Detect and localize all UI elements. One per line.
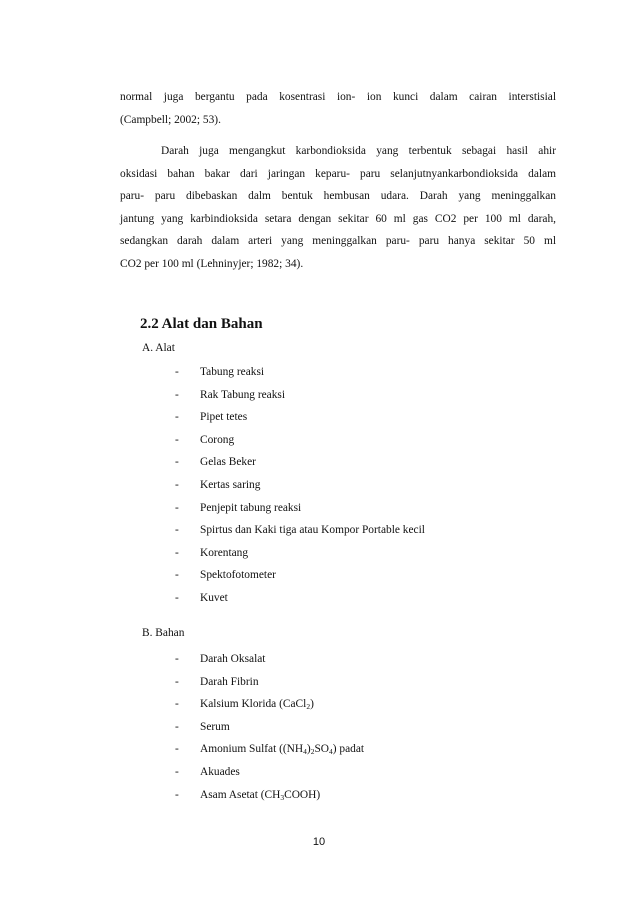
bullet-dash: - (175, 743, 179, 756)
paragraph-2-line: jantung yang karbindioksida setara dengan sekitar 60 ml gas CO2 per 100 ml darah, (120, 212, 556, 225)
paragraph-2 (120, 140, 556, 275)
alat-item-label: Penjepit tabung reaksi (200, 501, 302, 514)
subheading-alat: A. Alat (142, 342, 175, 354)
bahan-list-item (175, 716, 364, 739)
bahan-item-label: Kalsium Klorida (CaCl$_2$) (200, 698, 314, 712)
subheading-bahan: B. Bahan (142, 627, 185, 639)
alat-item-label: Tabung reaksi (200, 366, 265, 378)
bahan-list-item (175, 784, 364, 807)
bullet-dash: - (175, 524, 179, 537)
page-number: 10 (312, 836, 326, 848)
section-heading: 2.2 Alat dan Bahan (140, 316, 263, 332)
bahan-list-item (175, 761, 364, 784)
bahan-list-item (175, 738, 364, 761)
alat-item-label: Kuvet (200, 591, 228, 604)
bullet-dash: - (175, 653, 179, 665)
bullet-dash: - (175, 411, 179, 424)
alat-item-label: Kertas saring (200, 478, 261, 491)
alat-list-item (175, 474, 425, 497)
paragraph-1-line: normal juga bergantu pada kosentrasi ion- ion kunci dalam cairan interstisial (120, 91, 556, 103)
alat-list (175, 361, 425, 610)
bahan-item-label: Akuades (200, 765, 240, 778)
paragraph-2-line: paru- paru dibebaskan dalm bentuk hembusan udara. Darah yang meninggalkan (120, 190, 556, 202)
alat-item-label: Rak Tabung reaksi (200, 388, 286, 401)
alat-list-item (175, 542, 425, 565)
bahan-list-item (175, 693, 364, 716)
bullet-dash: - (175, 788, 179, 801)
paragraph-2-line: sedangkan darah dalam arteri yang meninggalkan paru- paru hanya sekitar 50 ml (120, 235, 556, 247)
bullet-dash: - (175, 698, 179, 711)
bullet-dash: - (175, 366, 179, 378)
paragraph-1-line: (Campbell; 2002; 53). (120, 113, 221, 126)
bahan-item-label: Darah Fibrin (200, 675, 259, 688)
alat-item-label: Korentang (200, 546, 249, 559)
bahan-list-item (175, 648, 364, 671)
alat-list-item (175, 361, 425, 384)
alat-list-item (175, 406, 425, 429)
alat-list-item (175, 384, 425, 407)
bullet-dash: - (175, 765, 179, 778)
bullet-dash: - (175, 720, 179, 733)
paragraph-2-line: Darah juga mengangkut karbondioksida yang terbentuk sebagai hasil ahir (161, 145, 556, 157)
paragraph-2-line: CO2 per 100 ml (Lehninyjer; 1982; 34). (120, 257, 304, 270)
alat-list-item (175, 587, 425, 610)
bullet-dash: - (175, 478, 179, 491)
bullet-dash: - (175, 591, 179, 604)
alat-list-item (175, 519, 425, 542)
bullet-dash: - (175, 388, 179, 401)
bahan-item-label: Serum (200, 720, 230, 733)
bullet-dash: - (175, 433, 179, 446)
paragraph-1 (120, 86, 556, 131)
alat-item-label: Corong (200, 433, 235, 446)
bullet-dash: - (175, 569, 179, 582)
bullet-dash: - (175, 675, 179, 688)
bullet-dash: - (175, 546, 179, 559)
paragraph-2-line: oksidasi bahan bakar dari jaringan keparu- paru selanjutnyankarbondioksida dalam (120, 167, 556, 180)
bahan-item-label: Amonium Sulfat $((NH_4)_2SO_4)$ padat (200, 743, 365, 757)
alat-item-label: Spektofotometer (200, 569, 276, 582)
alat-item-label: Spirtus dan Kaki tiga atau Kompor Portable kecil (200, 524, 425, 537)
alat-list-item (175, 429, 425, 452)
alat-item-label: Gelas Beker (200, 456, 256, 469)
bahan-item-label: Asam Asetat $(CH_3COOH)$ (200, 788, 321, 802)
bullet-dash: - (175, 501, 179, 514)
bahan-list-item (175, 671, 364, 694)
alat-item-label: Pipet tetes (200, 411, 248, 424)
alat-list-item (175, 451, 425, 474)
bahan-list (175, 648, 364, 806)
alat-list-item (175, 564, 425, 587)
bullet-dash: - (175, 456, 179, 469)
alat-list-item (175, 497, 425, 520)
bahan-item-label: Darah Oksalat (200, 653, 266, 665)
